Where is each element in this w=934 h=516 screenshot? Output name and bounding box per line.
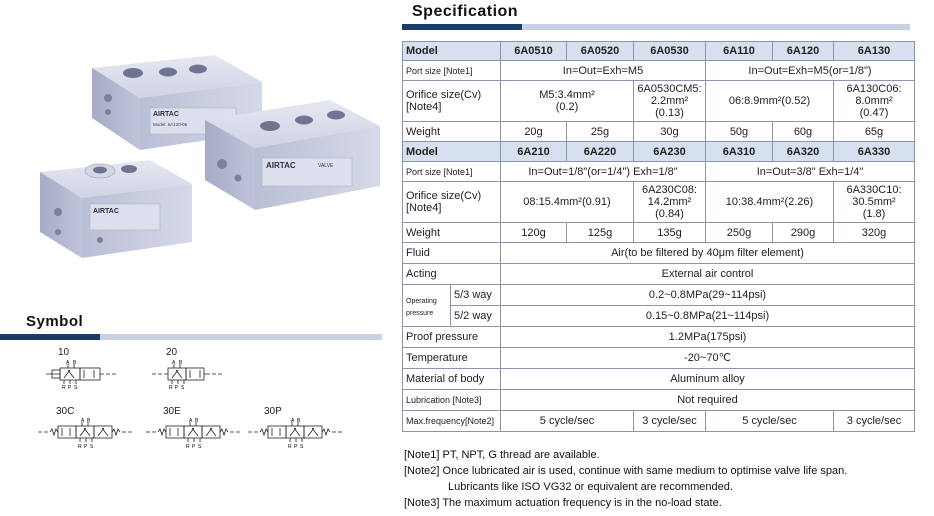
table-cell: 290g (773, 223, 834, 243)
label-line: Orifice size(Cv) (406, 89, 482, 101)
note-text: Lubricants like ISO VG32 or equivalent are recommended. (448, 481, 733, 493)
port-p: P (84, 444, 88, 450)
cell-label: Model (403, 142, 501, 162)
cell-line: 8.0mm² (855, 95, 893, 107)
cell-line: 6A330C10: (846, 184, 902, 196)
port-a: A (81, 418, 85, 424)
table-cell: 0.2~0.8MPa(29~114psi) (501, 285, 915, 306)
label-line: Operating (406, 297, 437, 305)
table-cell: 25g (567, 122, 634, 142)
symbol-label-30e: 30E (163, 406, 181, 417)
table-cell (634, 81, 706, 122)
table-cell: 6A330 (834, 142, 915, 162)
port-s: S (90, 444, 94, 450)
port-a: A (291, 418, 295, 424)
table-cell: 5 cycle/sec (501, 411, 634, 432)
port-r: R (78, 444, 82, 450)
table-cell: 120g (501, 223, 567, 243)
cell-line: M5:3.4mm² (539, 89, 595, 101)
spec-table (402, 41, 915, 432)
table-cell: 10:38.4mm²(2.26) (706, 182, 834, 223)
valve-symbol-30e (144, 418, 244, 450)
port-r: R (62, 385, 66, 390)
table-cell: 3 cycle/sec (834, 411, 915, 432)
cell-label: Model (403, 42, 501, 61)
table-row (403, 42, 915, 61)
table-row (403, 61, 915, 81)
table-cell (834, 81, 915, 122)
valve-symbol-30c (36, 418, 136, 450)
table-row (403, 369, 915, 390)
table-cell: 125g (567, 223, 634, 243)
table-cell: Not required (501, 390, 915, 411)
symbol-label-30c: 30C (56, 406, 75, 417)
cell-line: (0.84) (655, 208, 684, 220)
table-cell: 1.2MPa(175psi) (501, 327, 915, 348)
table-cell: 6A0520 (567, 42, 634, 61)
table-cell: In=Out=Exh=M5(or=1/8") (706, 61, 915, 81)
note-tag: [Note3] (404, 497, 440, 509)
table-cell: 50g (706, 122, 773, 142)
table-row (403, 81, 915, 122)
cell-label: Weight (403, 223, 501, 243)
cell-line: 14.2mm² (647, 196, 692, 208)
symbol-divider (0, 334, 382, 340)
table-cell: In=Out=Exh=M5 (501, 61, 706, 81)
valve-engraving: VALVE (318, 163, 334, 169)
table-row (403, 122, 915, 142)
note-line (404, 479, 847, 495)
table-cell: 20g (501, 122, 567, 142)
cell-label: Lubrication [Note3] (403, 390, 501, 411)
brand-logo: AIRTAC (153, 111, 179, 118)
cell-label: Material of body (403, 369, 501, 390)
cell-line: 30.5mm² (852, 196, 896, 208)
table-cell: 6A0530 (634, 42, 706, 61)
port-b: B (179, 360, 183, 366)
cell-line: (1.8) (862, 208, 886, 220)
table-row (403, 390, 915, 411)
table-row (403, 162, 915, 182)
brand-logo: AIRTAC (93, 208, 119, 215)
cell-label: 5/3 way (451, 285, 501, 306)
cell-label: Weight (403, 122, 501, 142)
port-b: B (297, 418, 301, 424)
table-cell: 320g (834, 223, 915, 243)
label-line: [Note4] (406, 202, 442, 214)
cell-label: Proof pressure (403, 327, 501, 348)
cell-label: Port size [Note1] (403, 61, 501, 81)
port-s: S (74, 385, 78, 390)
port-p: P (192, 444, 196, 450)
port-s: S (181, 385, 185, 390)
table-row (403, 306, 915, 327)
symbol-label-10: 10 (58, 347, 70, 358)
label-line: Orifice size(Cv) (406, 190, 482, 202)
table-row (403, 285, 915, 306)
table-cell: In=Out=1/8"(or=1/4") Exh=1/8" (501, 162, 706, 182)
valve-symbol-10 (44, 360, 124, 390)
table-row (403, 243, 915, 264)
valve-symbol-30p (246, 418, 346, 450)
table-cell: 0.15~0.8MPa(21~114psi) (501, 306, 915, 327)
table-cell (501, 81, 634, 122)
label-line: pressure (406, 309, 434, 317)
spec-title: Specification (412, 3, 519, 20)
note-text: Once lubricated air is used, continue with same medium to optimise valve life span. (442, 465, 848, 477)
table-cell: 6A320 (773, 142, 834, 162)
table-row (403, 327, 915, 348)
table-cell: External air control (501, 264, 915, 285)
port-s: S (198, 444, 202, 450)
valve-image-3 (40, 160, 192, 258)
table-cell: 08:15.4mm²(0.91) (501, 182, 634, 223)
table-cell: 6A210 (501, 142, 567, 162)
port-b: B (195, 418, 199, 424)
cell-line: 6A230C08: (641, 184, 698, 196)
model-engraving: Model: 6A120-06 (153, 122, 188, 127)
table-row (403, 264, 915, 285)
table-cell: -20~70℃ (501, 348, 915, 369)
table-cell: 60g (773, 122, 834, 142)
cell-line: 2.2mm² (650, 95, 689, 107)
table-cell: 3 cycle/sec (634, 411, 706, 432)
table-cell: 6A130 (834, 42, 915, 61)
table-row (403, 182, 915, 223)
table-cell: 6A0510 (501, 42, 567, 61)
valve-symbol-20 (150, 360, 230, 390)
cell-label: Acting (403, 264, 501, 285)
port-a: A (189, 418, 193, 424)
note-line (404, 463, 847, 479)
table-cell: 65g (834, 122, 915, 142)
table-row (403, 348, 915, 369)
table-row (403, 142, 915, 162)
note-tag: [Note2] (404, 465, 440, 477)
table-cell: 6A310 (706, 142, 773, 162)
port-a: A (66, 360, 70, 366)
port-r: R (288, 444, 292, 450)
table-cell: 5 cycle/sec (706, 411, 834, 432)
valve-image-2 (205, 100, 380, 210)
port-r: R (186, 444, 190, 450)
table-cell: Air(to be filtered by 40μm filter element) (501, 243, 915, 264)
brand-logo: AIRTAC (266, 161, 296, 170)
port-p: P (294, 444, 298, 450)
port-b: B (87, 418, 91, 424)
table-cell: Aluminum alloy (501, 369, 915, 390)
note-tag: [Note1] (404, 449, 440, 461)
table-cell: 6A230 (634, 142, 706, 162)
symbol-label-20: 20 (166, 347, 178, 358)
port-a: A (172, 360, 176, 366)
table-cell: 6A120 (773, 42, 834, 61)
spec-divider (402, 24, 910, 30)
cell-label: Temperature (403, 348, 501, 369)
cell-label: Max.frequency[Note2] (403, 411, 501, 432)
table-row (403, 223, 915, 243)
cell-label (403, 285, 451, 327)
cell-line: (0.2) (555, 101, 579, 113)
port-s: S (300, 444, 304, 450)
table-cell: 250g (706, 223, 773, 243)
note-line (404, 495, 847, 511)
cell-label: 5/2 way (451, 306, 501, 327)
label-line: [Note4] (406, 101, 442, 113)
table-cell: 135g (634, 223, 706, 243)
cell-line: (0.47) (859, 107, 889, 119)
cell-line: (0.13) (655, 107, 684, 119)
note-text: PT, NPT, G thread are available. (442, 449, 600, 461)
note-text: The maximum actuation frequency is in the no-load state. (442, 497, 722, 509)
table-row (403, 411, 915, 432)
port-p: P (175, 385, 179, 390)
symbol-label-30p: 30P (264, 406, 282, 417)
table-cell (634, 182, 706, 223)
table-cell (834, 182, 915, 223)
table-cell: 06:8.9mm²(0.52) (706, 81, 834, 122)
table-cell: 30g (634, 122, 706, 142)
cell-label (403, 81, 501, 122)
notes (404, 447, 847, 511)
cell-label: Port size [Note1] (403, 162, 501, 182)
table-cell: 6A110 (706, 42, 773, 61)
table-cell: 6A220 (567, 142, 634, 162)
cell-line: 6A130C06: (846, 83, 902, 95)
cell-line: 6A0530CM5: (637, 83, 702, 95)
port-r: R (169, 385, 173, 390)
cell-label: Fluid (403, 243, 501, 264)
note-line (404, 447, 847, 463)
port-b: B (73, 360, 77, 366)
table-cell: In=Out=3/8" Exh=1/4" (706, 162, 915, 182)
cell-label (403, 182, 501, 223)
port-p: P (68, 385, 72, 390)
product-photo (0, 0, 395, 300)
symbol-title: Symbol (26, 313, 84, 330)
